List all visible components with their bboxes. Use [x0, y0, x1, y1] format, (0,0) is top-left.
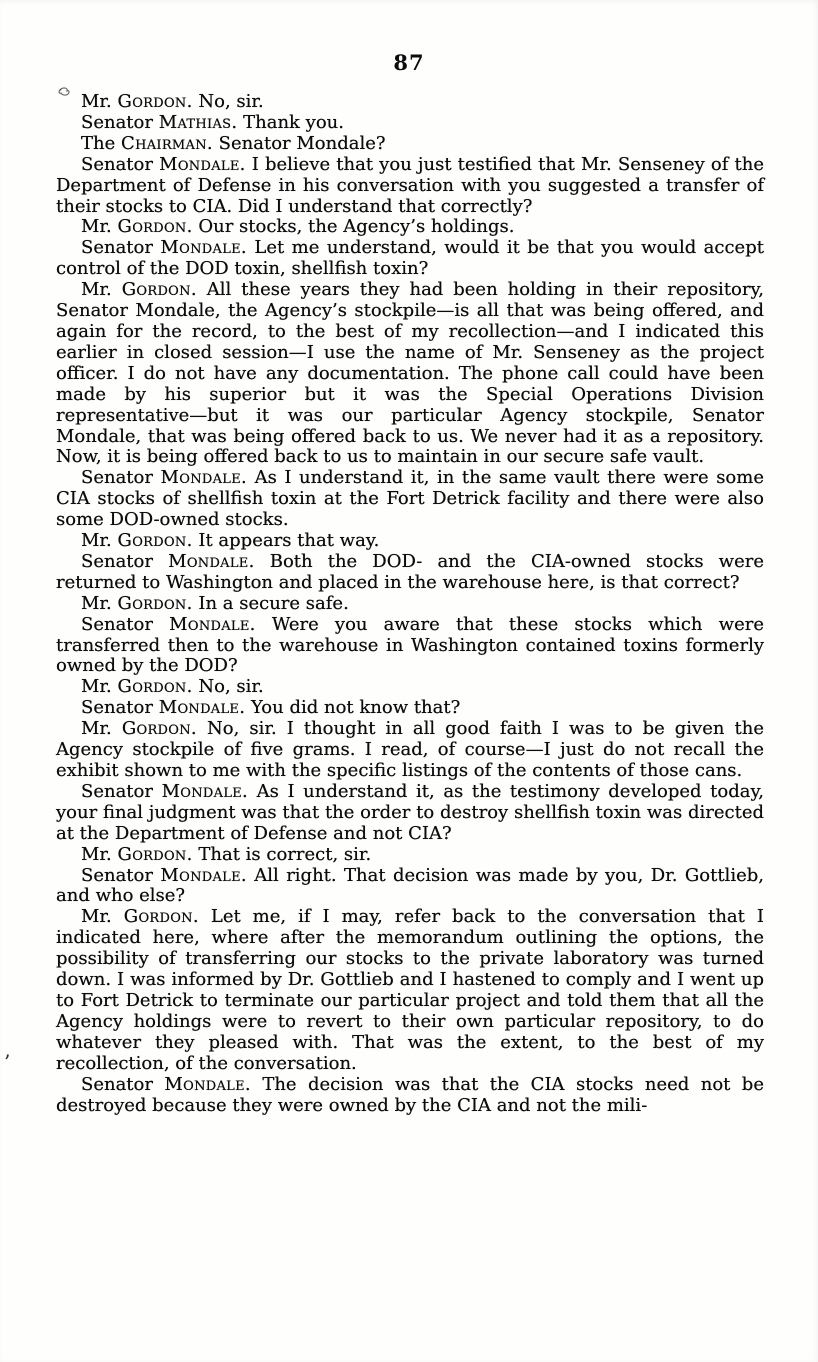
transcript-paragraph [56, 280, 764, 468]
transcript-paragraph [56, 698, 764, 719]
transcript-paragraph [56, 155, 764, 218]
speaker-title: Senator [81, 550, 153, 572]
speaker-name: Mondale. [160, 864, 247, 886]
transcript-paragraph [56, 677, 764, 698]
speaker-title: Senator [81, 864, 153, 886]
speaker-name: Mondale. [158, 697, 246, 719]
ink-speck-icon: ’ [4, 1050, 11, 1074]
speaker-name: Gordon. [117, 676, 193, 698]
speaker-name: Mondale. [164, 1073, 251, 1095]
transcript-paragraph [56, 92, 764, 113]
speaker-title: Senator [81, 153, 153, 175]
speaker-name: Gordon. [121, 718, 197, 740]
speaker-title: Mr. [81, 843, 112, 865]
transcript-paragraph [56, 719, 764, 782]
transcript-paragraph [56, 594, 764, 615]
speaker-title: Mr. [81, 592, 112, 614]
speech-text: As I understand it, in the same vault there were some CIA stocks of shellfish toxin at the Fort Detrick facility and there were also some DOD-owned stocks. [56, 467, 764, 531]
speaker-title: Senator [81, 697, 153, 719]
speaker-name: Gordon. [123, 906, 199, 928]
transcript-paragraph [56, 907, 764, 1074]
speaker-name: Mathias. [158, 111, 238, 133]
speaker-name: Gordon. [117, 216, 193, 238]
speech-text: Our stocks, the Agency’s holdings. [198, 216, 515, 238]
speech-text: The decision was that the CIA stocks need not be destroyed because they were owned by the CIA and not the mili- [56, 1073, 764, 1116]
transcript-paragraph [56, 531, 764, 552]
transcript-paragraph [56, 217, 764, 238]
speech-text: I believe that you just testified that Mr. Senseney of the Department of Defense in his conversation with you suggested a transfer of their stocks to CIA. Did I understand that correctly? [56, 153, 764, 217]
speaker-title: Mr. [81, 91, 112, 112]
speaker-title: Mr. [81, 718, 112, 740]
transcript-paragraph [56, 468, 764, 531]
speaker-name: Mondale. [169, 613, 256, 635]
speech-text: No, sir. [198, 91, 264, 112]
transcript-paragraph [56, 615, 764, 678]
speaker-name: Gordon. [117, 592, 193, 614]
speech-text: No, sir. [198, 676, 264, 698]
speaker-name: Gordon. [121, 279, 197, 301]
speaker-title: Senator [81, 613, 153, 635]
speech-text: It appears that way. [198, 530, 380, 552]
speech-text: Thank you. [243, 111, 344, 133]
speaker-name: Mondale. [168, 550, 255, 572]
page-number: 87 [393, 50, 425, 75]
transcript-paragraph [56, 1075, 764, 1117]
speaker-name: Gordon. [117, 91, 193, 112]
speaker-title: Mr. [81, 676, 112, 698]
speaker-title: Senator [81, 780, 153, 802]
speaker-title: Mr. [81, 279, 112, 301]
speech-text: All these years they had been holding in their repository, Senator Mondale, the Agency’s stockpile—is all that was being offered, and again for the record, to the best of my recollection—and I indicated this earlier in closed session—I use the name of Mr. Senseney as the project officer. I do not have any documentation. The phone call could have been made by his superior but it was the Special Operations Division representative—but it was our particular Agency stockpile, Senator Mondale, that was being offered back to us. We never had it as a repository. Now, it is being offered back to us to maintain in our secure safe vault. [56, 279, 764, 468]
speech-text: Both the DOD- and the CIA-owned stocks were returned to Washington and placed in the warehouse here, is that correct? [56, 550, 764, 593]
transcript-body [56, 92, 764, 1116]
speaker-name: Mondale. [161, 780, 249, 802]
speaker-name: Gordon. [117, 843, 193, 865]
transcript-paragraph [56, 552, 764, 594]
speech-text: Senator Mondale? [218, 132, 386, 154]
speaker-title: Mr. [81, 906, 112, 928]
transcript-paragraph [56, 134, 764, 155]
speaker-title: Mr. [81, 216, 112, 238]
speech-text: All right. That decision was made by you, Dr. Gottlieb, and who else? [56, 864, 764, 907]
speaker-title: Senator [81, 467, 153, 489]
speech-text: Were you aware that these stocks which were transferred then to the warehouse in Washington contained toxins formerly owned by the DOD? [56, 613, 764, 677]
speaker-name: Mondale. [159, 153, 246, 175]
speaker-name: Mondale. [160, 237, 247, 259]
speech-text: As I understand it, as the testimony developed today, your final judgment was that the order to destroy shellfish toxin was directed at the Department of Defense and not CIA? [56, 780, 764, 844]
speech-text: Let me understand, would it be that you would accept control of the DOD toxin, shellfish toxin? [56, 237, 764, 280]
speaker-title: Senator [81, 237, 153, 259]
speaker-name: Chairman. [121, 132, 213, 154]
speech-text: Let me, if I may, refer back to the conversation that I indicated here, where after the memorandum outlining the options, the possibility of transferring our stocks to the private laboratory was turned down. I was informed by Dr. Gottlieb and I hastened to comply and I went up to Fort Detrick to terminate our particular project and told them that all the Agency holdings were to revert to their own particular repository, to do whatever they pleased with. That was the extent, to the best of my recollection, of the conversation. [56, 906, 764, 1074]
speech-text: That is correct, sir. [198, 843, 372, 865]
transcript-paragraph [56, 845, 764, 866]
speaker-title: Mr. [81, 530, 112, 552]
speaker-name: Gordon. [117, 530, 193, 552]
transcript-paragraph [56, 113, 764, 134]
speaker-title: Senator [81, 1073, 153, 1095]
speech-text: You did not know that? [250, 697, 461, 719]
speaker-title: Senator [81, 111, 153, 133]
transcript-paragraph [56, 238, 764, 280]
transcript-paragraph [56, 866, 764, 908]
transcript-paragraph [56, 782, 764, 845]
speaker-title: The [81, 132, 116, 154]
speaker-name: Mondale. [160, 467, 248, 489]
speech-text: No, sir. I thought in all good faith I was to be given the Agency stockpile of five grams. I read, of course—I just do not recall the exhibit shown to me with the specific listings of the contents of those cans. [56, 718, 764, 781]
speech-text: In a secure safe. [198, 592, 349, 614]
